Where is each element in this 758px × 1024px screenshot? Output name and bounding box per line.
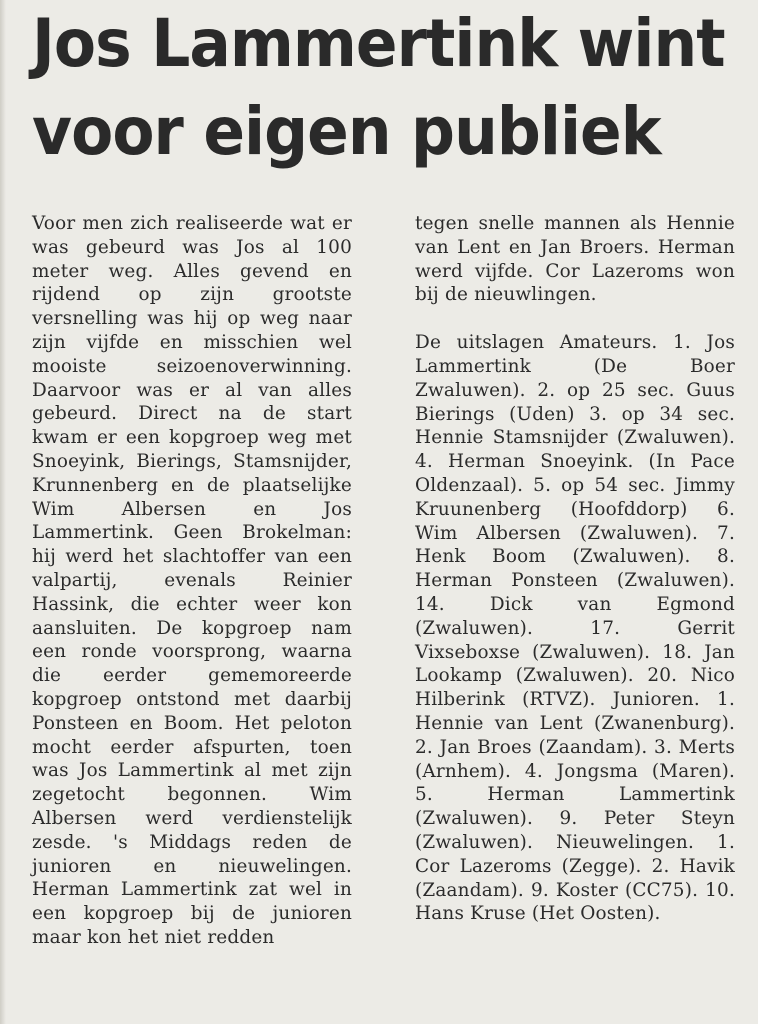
article-column-left [32,212,352,950]
race-results: De uitslagen Amateurs. 1. Jos Lammertink (De Boer Zwaluwen). 2. op 25 sec. Guus Bierings (Uden) 3. op 34 sec. Hennie Stamsnijder (Zwaluwen). 4. Herman Snoeyink. (In Pace Oldenzaal). 5. op 54 sec. Jimmy Kruunenberg (Hoofddorp) 6. Wim Albersen (Zwaluwen). 7. Henk Boom (Zwaluwen). 8. Herman Ponsteen (Zwaluwen). 14. Dick van Egmond (Zwaluwen). 17. Gerrit Vixseboxse (Zwaluwen). 18. Jan Lookamp (Zwaluwen). 20. Nico Hilberink (RTVZ). Junioren. 1. Hennie van Lent (Zwanenburg). 2. Jan Broes (Zaandam). 3. Merts (Arnhem). 4. Jongsma (Maren). 5. Herman Lammertink (Zwaluwen). 9. Peter Steyn (Zwaluwen). Nieuwelingen. 1. Cor Lazeroms (Zegge). 2. Havik (Zaandam). 9. Koster (CC75). 10. Hans Kruse (Het Oosten). [415,332,735,925]
article-paragraph: Voor men zich realiseerde wat er was gebeurd was Jos al 100 meter weg. Alles gevend en rijdend op zijn grootste versnelling was hij op weg naar zijn vijfde en misschien wel mooiste seizoenoverwinning. Daarvoor was er al van alles gebeurd. Direct na de start kwam er een kopgroep weg met Snoeyink, Bierings, Stamsnijder, Krunnenberg en de plaatselijke Wim Albersen en Jos Lammertink. Geen Brokelman: hij werd het slachtoffer van een valpartij, evenals Reinier Hassink, die echter weer kon aansluiten. De kopgroep nam een ronde voorsprong, waarna die eerder gememoreerde kopgroep ontstond met daarbij Ponsteen en Boom. Het peloton mocht eerder afspurten, toen was Jos Lammertink al met zijn zegetocht begonnen. Wim Albersen werd verdienstelijk zesde. 's Middags reden de junioren en nieuwelingen. Herman Lammertink zat wel in een kopgroep bij de junioren maar kon het niet redden [32,213,352,948]
article-column-right [415,212,735,926]
article-paragraph-continued: tegen snelle mannen als Hennie van Lent en Jan Broers. Herman werd vijfde. Cor Lazeroms won bij de nieuwlingen. [415,213,735,306]
headline-line-1: Jos Lammertink wint [32,5,725,82]
paper-edge [0,0,6,1024]
headline-line-2: voor eigen publiek [32,93,661,170]
headline [32,0,725,176]
